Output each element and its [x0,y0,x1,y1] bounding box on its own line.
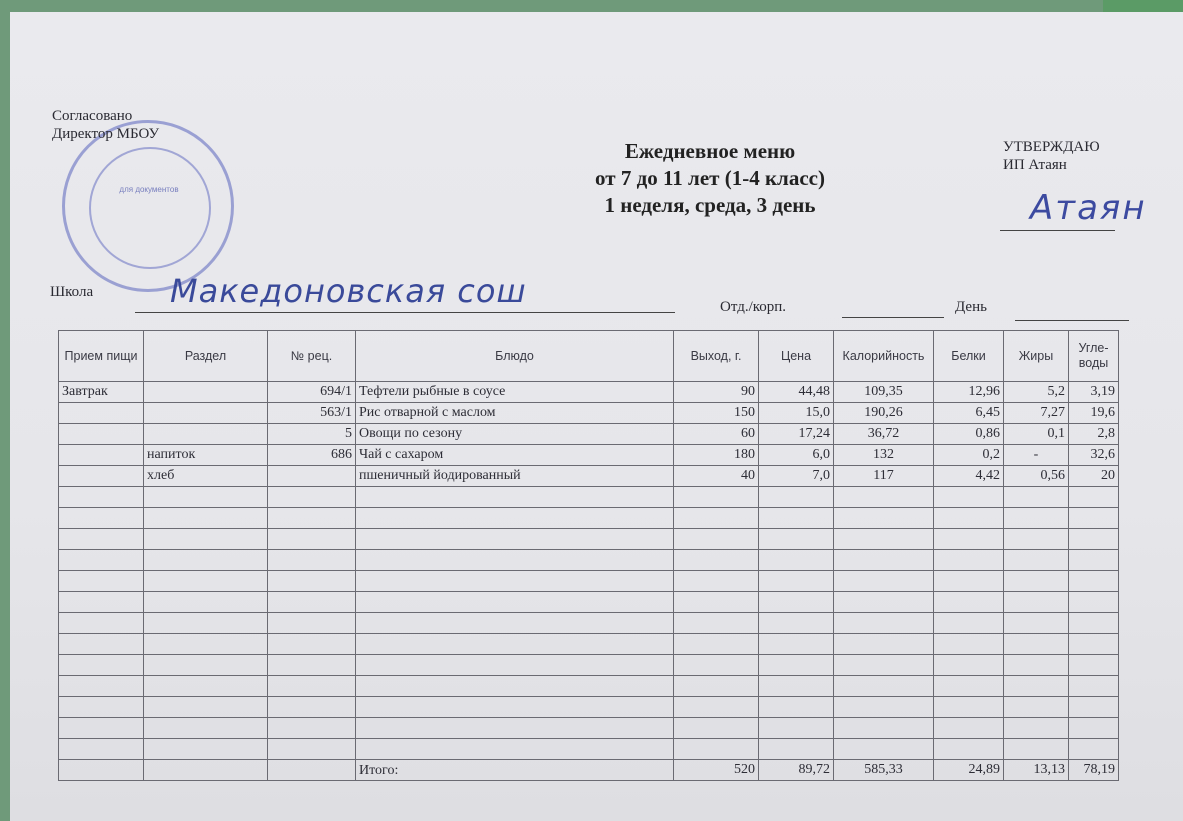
empty-row [59,550,1119,571]
empty-row [59,655,1119,676]
title-line-1: Ежедневное меню [624,139,796,163]
cell: 40 [674,466,759,487]
cell: 150 [674,403,759,424]
cell: пшеничный йодированный [356,466,674,487]
empty-row [59,739,1119,760]
total-weight: 520 [674,760,759,781]
table-header-row [59,331,1119,382]
cell [268,466,356,487]
cell: 36,72 [834,424,934,445]
cell: 19,6 [1069,403,1119,424]
col-weight: Выход, г. [674,331,759,382]
menu-table [58,330,1119,781]
totals-label: Итого: [356,760,674,781]
cell: 2,8 [1069,424,1119,445]
col-fat: Жиры [1004,331,1069,382]
table-row [59,445,1119,466]
cell: 686 [268,445,356,466]
empty-row [59,592,1119,613]
cell [59,445,144,466]
col-section: Раздел [144,331,268,382]
empty-row [59,676,1119,697]
cell: 44,48 [759,382,834,403]
otd-label: Отд./корп. [720,299,787,315]
school-line [135,312,675,313]
cell [144,424,268,445]
cell: 0,86 [934,424,1004,445]
approval-block-right [1003,138,1100,174]
signature-line [1000,230,1115,231]
page-title [520,138,900,219]
title-line-2: от 7 до 11 лет (1-4 класс) [595,166,825,190]
cell: 6,0 [759,445,834,466]
stamp-text: для документов [119,185,179,194]
col-meal: Прием пищи [59,331,144,382]
cell: 0,56 [1004,466,1069,487]
cell [59,403,144,424]
cell: Тефтели рыбные в соусе [356,382,674,403]
cell: 5 [268,424,356,445]
cell: 5,2 [1004,382,1069,403]
cell: 6,45 [934,403,1004,424]
cell: Рис отварной с маслом [356,403,674,424]
cell: 15,0 [759,403,834,424]
cell: Овощи по сезону [356,424,674,445]
col-calories: Калорийность [834,331,934,382]
cell: 4,42 [934,466,1004,487]
cell [144,382,268,403]
school-name-handwritten: Македоновская сош [170,272,527,310]
signature: Атаян [1030,188,1147,228]
otd-line [842,317,944,318]
total-price: 89,72 [759,760,834,781]
cell: 17,24 [759,424,834,445]
total-calories: 585,33 [834,760,934,781]
approver-name: ИП Атаян [1003,157,1067,173]
cell: 0,1 [1004,424,1069,445]
approve-label: УТВЕРЖДАЮ [1003,139,1100,155]
total-carbs: 78,19 [1069,760,1119,781]
col-price: Цена [759,331,834,382]
cell: - [1004,445,1069,466]
cell: 180 [674,445,759,466]
cell: 60 [674,424,759,445]
table-row [59,424,1119,445]
empty-row [59,508,1119,529]
school-label: Школа [50,284,94,300]
empty-row [59,634,1119,655]
day-line [1015,320,1129,321]
col-dish: Блюдо [356,331,674,382]
cell: 7,27 [1004,403,1069,424]
empty-row [59,571,1119,592]
cell: 694/1 [268,382,356,403]
cell [59,424,144,445]
table-row [59,382,1119,403]
total-fat: 13,13 [1004,760,1069,781]
cell: Завтрак [59,382,144,403]
cell: 190,26 [834,403,934,424]
empty-row [59,718,1119,739]
cell: 12,96 [934,382,1004,403]
director-label: Директор МБОУ [52,126,160,142]
cell [144,403,268,424]
col-recipe: № рец. [268,331,356,382]
cell: 90 [674,382,759,403]
table-row [59,466,1119,487]
total-protein: 24,89 [934,760,1004,781]
day-label: День [955,299,987,315]
agreed-label: Согласовано [52,108,133,124]
cell: Чай с сахаром [356,445,674,466]
empty-row [59,529,1119,550]
empty-row [59,487,1119,508]
cell: 563/1 [268,403,356,424]
cell: 0,2 [934,445,1004,466]
empty-row [59,613,1119,634]
cell: 109,35 [834,382,934,403]
cell: 7,0 [759,466,834,487]
totals-row [59,760,1119,781]
table-row [59,403,1119,424]
col-protein: Белки [934,331,1004,382]
cell: 20 [1069,466,1119,487]
cell [59,466,144,487]
official-stamp [62,120,234,292]
approval-block-left [52,107,159,143]
col-carbs: Угле-воды [1069,331,1119,382]
empty-row [59,697,1119,718]
cell: 117 [834,466,934,487]
cell: напиток [144,445,268,466]
cell: 32,6 [1069,445,1119,466]
cell: 132 [834,445,934,466]
title-line-3: 1 неделя, среда, 3 день [604,193,816,217]
cell: 3,19 [1069,382,1119,403]
cell: хлеб [144,466,268,487]
